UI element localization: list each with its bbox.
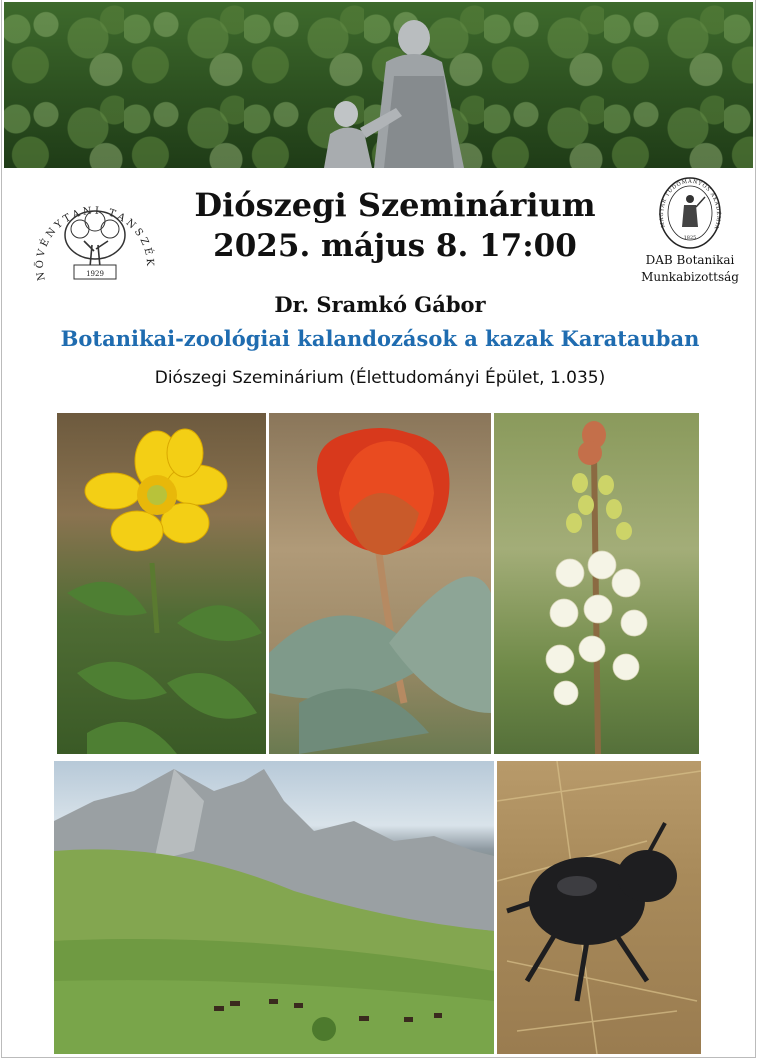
- talk-title: Botanikai-zoológiai kalandozások a kazak Karatauban: [60, 326, 700, 351]
- novenytani-tanszek-logo: [30, 185, 160, 295]
- speaker-name: Dr. Sramkó Gábor: [274, 292, 486, 317]
- svg-text:1929: 1929: [86, 270, 104, 278]
- svg-text:NÖVÉNYTANI TANSZÉK: NÖVÉNYTANI TANSZÉK: [34, 205, 156, 282]
- red-tulip-photo: [269, 413, 491, 754]
- svg-text:MAGYAR TUDOMÁNYOS AKADÉMIA: MAGYAR TUDOMÁNYOS AKADÉMIA: [658, 178, 722, 231]
- dab-caption: [630, 252, 750, 286]
- statue-illustration: [324, 16, 474, 168]
- dab-caption-line1: DAB Botanikai: [645, 253, 735, 267]
- tulip-petals: [317, 428, 450, 555]
- beetle-icon: [507, 823, 677, 1001]
- yellow-flower-photo: [57, 413, 266, 754]
- figure-icon: [682, 195, 705, 227]
- header-photo: [4, 2, 753, 168]
- beetle-photo: [497, 761, 701, 1054]
- mountain-landscape-photo: [54, 761, 494, 1054]
- venue-info: Diószegi Szeminárium (Élettudományi Épület, 1.035): [154, 368, 606, 388]
- event-datetime: 2025. május 8. 17:00: [213, 228, 577, 264]
- svg-text:1825: 1825: [683, 235, 697, 241]
- white-spike-flower-photo: [494, 413, 699, 754]
- mta-academy-seal: [657, 175, 723, 251]
- page-title: Diószegi Szeminárium: [194, 186, 596, 224]
- dab-caption-line2: Munkabizottság: [641, 270, 739, 284]
